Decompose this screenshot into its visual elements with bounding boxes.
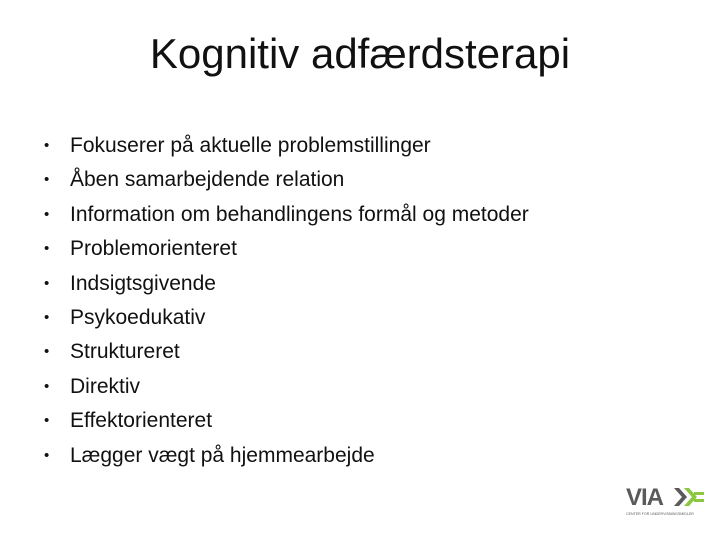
- bullet-icon: •: [44, 308, 50, 326]
- bullet-text: Indsigtsgivende: [70, 271, 216, 295]
- bullet-icon: •: [44, 446, 50, 464]
- bullet-icon: •: [44, 412, 50, 430]
- bullet-text: Åben samarbejdende relation: [70, 168, 345, 192]
- bullet-list: [44, 129, 684, 473]
- via-logo: [624, 482, 708, 524]
- bullet-icon: •: [44, 171, 50, 189]
- list-item: [44, 267, 684, 301]
- bullet-icon: •: [44, 343, 50, 361]
- slide-title: Kognitiv adfærdsterapi: [149, 30, 571, 77]
- list-item: [44, 198, 684, 232]
- via-logo-tagline: CENTER FOR UNDERVISNINGSMIDLER: [626, 512, 694, 516]
- bullet-text: Lægger vægt på hjemmearbejde: [70, 443, 375, 467]
- bullet-text: Effektorienteret: [70, 409, 213, 433]
- bullet-text: Information om behandlingens formål og metoder: [70, 202, 529, 226]
- list-item: [44, 232, 684, 266]
- list-item: [44, 335, 684, 369]
- list-item: [44, 163, 684, 197]
- list-item: [44, 404, 684, 438]
- bullet-text: Direktiv: [70, 374, 141, 398]
- list-item: [44, 370, 684, 404]
- via-logo-text: VIA: [626, 484, 664, 511]
- list-item: [44, 301, 684, 335]
- list-item: [44, 439, 684, 473]
- list-item: [44, 129, 684, 163]
- bullet-text: Psykoedukativ: [70, 305, 206, 329]
- bullet-text: Problemorienteret: [70, 237, 237, 261]
- via-logo-mark: [674, 488, 704, 506]
- bullet-icon: •: [44, 274, 50, 292]
- bullet-icon: •: [44, 240, 50, 258]
- bullet-icon: •: [44, 137, 50, 154]
- bullet-text: Fokuserer på aktuelle problemstillinger: [70, 134, 431, 157]
- bullet-icon: •: [44, 205, 50, 223]
- bullet-icon: •: [44, 377, 50, 395]
- bullet-text: Struktureret: [70, 340, 180, 364]
